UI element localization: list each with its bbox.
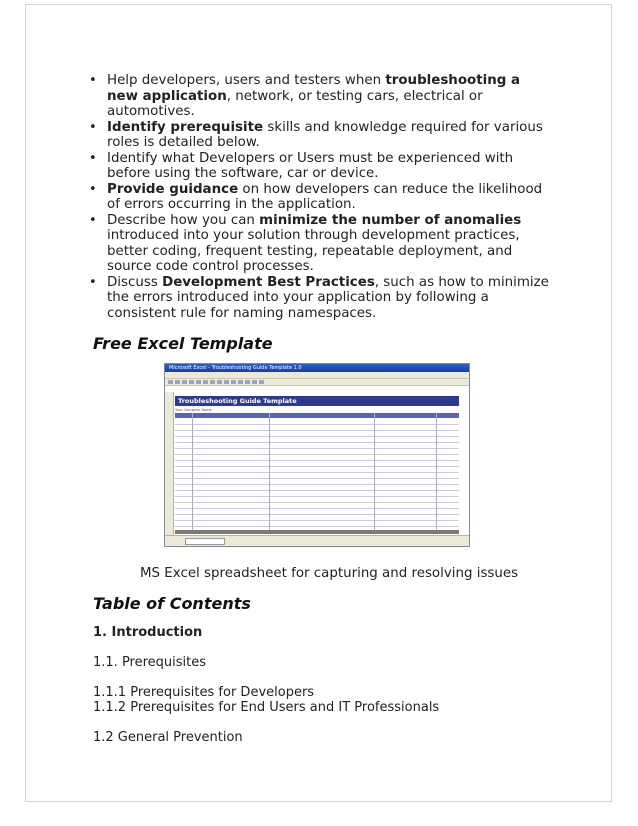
- objective-emphasis: Development Best Practices: [162, 274, 375, 290]
- toc-item-general-prevention[interactable]: 1.2 General Prevention: [93, 730, 243, 745]
- excel-company-name: Your Company Name: [175, 408, 212, 412]
- toc-item-prerequisites-developers[interactable]: 1.1.1 Prerequisites for Developers: [93, 685, 315, 700]
- excel-window-title: Microsoft Excel - Troubleshooting Guide Template 1.0: [165, 364, 469, 372]
- objective-emphasis: Provide guidance: [107, 181, 239, 197]
- toc-heading: Table of Contents: [93, 594, 251, 613]
- excel-row-headers: [165, 392, 174, 536]
- template-heading: Free Excel Template: [93, 334, 273, 353]
- objectives-list: [85, 73, 555, 321]
- excel-column-header-row: [175, 413, 459, 418]
- excel-template-banner: Troubleshooting Guide Template: [175, 396, 459, 406]
- objective-text: Discuss: [107, 274, 163, 290]
- toc-item-prerequisites-end-users[interactable]: 1.1.2 Prerequisites for End Users and IT Professionals: [93, 700, 440, 715]
- excel-menu-bar: [165, 372, 469, 379]
- excel-sheet-tabs: [165, 535, 469, 546]
- objective-text: Describe how you can: [107, 212, 260, 228]
- objective-item: [85, 73, 555, 120]
- excel-caption: MS Excel spreadsheet for capturing and resolving issues: [140, 566, 519, 581]
- objective-text: Help developers, users and testers when: [107, 73, 386, 88]
- toc-item-introduction[interactable]: 1. Introduction: [93, 625, 203, 640]
- objective-text: introduced into your solution through development practices, better coding, frequent testing, repeatable deployment, and source code control processes.: [107, 228, 520, 274]
- objective-item: [85, 213, 555, 275]
- excel-template-screenshot: [164, 363, 470, 547]
- objective-text: , network, or testing cars, electrical or automotives.: [107, 88, 483, 119]
- excel-data-rows: [175, 419, 459, 530]
- objective-text: , such as how to minimize the errors introduced into your application by following a consistent rule for naming namespaces.: [107, 274, 549, 321]
- objective-emphasis: minimize the number of anomalies: [259, 212, 522, 228]
- objective-emphasis: Identify prerequisite: [107, 119, 264, 135]
- objective-item: [85, 182, 555, 213]
- objective-item: [85, 275, 555, 322]
- objective-text: on how developers can reduce the likelihood of errors occurring in the application.: [107, 181, 543, 212]
- excel-footer-row: [175, 530, 459, 534]
- excel-sheet-tab: [185, 538, 225, 545]
- toc-item-prerequisites[interactable]: 1.1. Prerequisites: [93, 655, 207, 670]
- objective-text: skills and knowledge required for various roles is detailed below.: [107, 119, 543, 150]
- excel-sheet-grid: [165, 392, 469, 536]
- objective-item: [85, 151, 555, 182]
- objective-text: Identify what Developers or Users must be experienced with before using the software, car or device.: [107, 150, 514, 181]
- objective-item: [85, 120, 555, 151]
- objective-emphasis: troubleshooting a new application: [107, 73, 521, 104]
- excel-toolbar: [165, 379, 469, 386]
